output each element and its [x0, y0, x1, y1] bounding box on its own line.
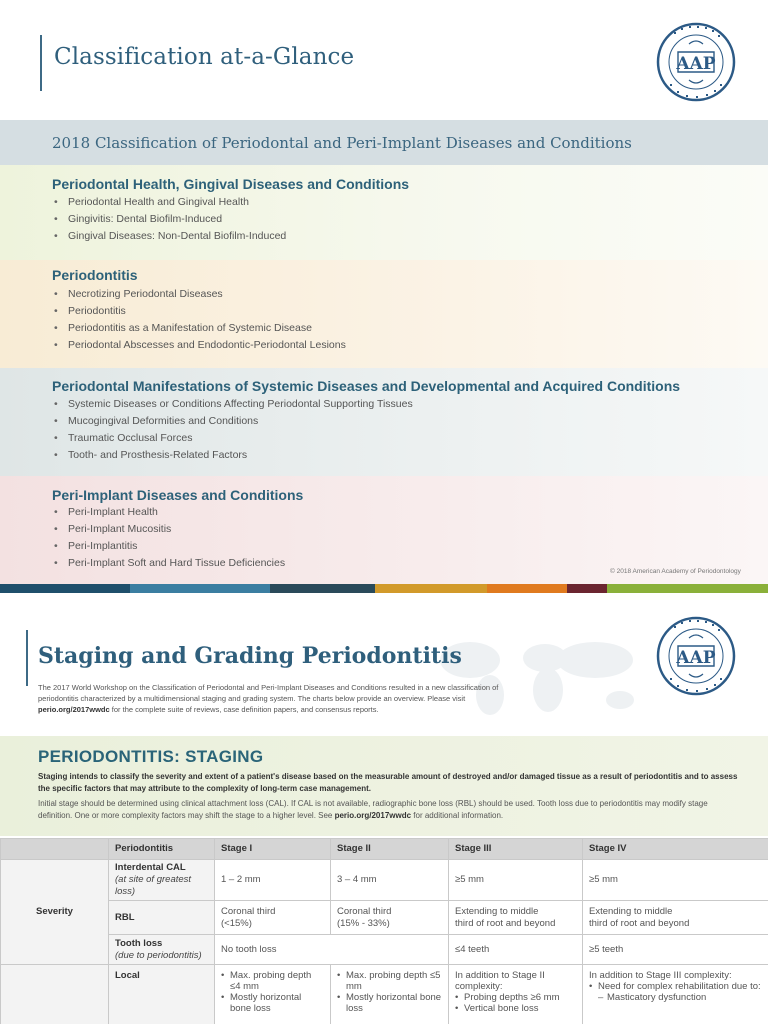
table-cell	[215, 901, 331, 935]
aap-logo	[656, 22, 736, 102]
table-cell	[449, 965, 583, 1024]
staging-summary: Staging intends to classify the severity and extent of a patient's disease based on the measurable amount of destroyed and/or damaged tissue as a result of periodontitis and to assess the specific factors that may attribute to the complexity of long-term case management.	[38, 772, 738, 793]
wwdc-link[interactable]: perio.org/2017wwdc	[334, 811, 412, 820]
list-item: • Periodontal Abscesses and Endodontic-Periodontal Lesions	[52, 337, 346, 354]
list-item: • Gingivitis: Dental Biofilm-Induced	[52, 211, 286, 228]
table-cell	[331, 901, 449, 935]
list-item: • Periodontitis	[52, 303, 346, 320]
cell-line: Extending to middle	[455, 905, 539, 917]
cell-line: third of root and beyond	[589, 917, 690, 929]
staging-text: Initial stage should be determined using clinical attachment loss (CAL). If CAL is not available, radiographic bone loss (RBL) should be used. Tooth loss due to periodontitis may modify stage definition. One or more complexity factors may shift the stage to a higher level. See	[38, 799, 708, 820]
staging-instructions	[38, 798, 738, 822]
table-header	[1, 839, 109, 860]
wwdc-link[interactable]: perio.org/2017wwdc	[38, 705, 110, 714]
aap-logo	[656, 616, 736, 696]
stripe-segment	[607, 584, 768, 593]
list-item: • Peri-Implant Soft and Hard Tissue Deficiencies	[52, 555, 285, 572]
table-cell: ≥5 teeth	[583, 935, 768, 965]
table-header: Stage II	[331, 839, 449, 860]
intro-text: The 2017 World Workshop on the Classification of Periodontal and Peri-Implant Diseases and Conditions resulted in a new classification of periodontitis characterized by a multidimensional staging and grading system. The charts below provide an overview. Please visit	[38, 683, 499, 703]
table-cell: ≥5 mm	[449, 860, 583, 901]
list-item: • Systemic Diseases or Conditions Affecting Periodontal Supporting Tissues	[52, 396, 413, 413]
section-heading: Periodontal Manifestations of Systemic Diseases and Developmental and Acquired Conditions	[52, 378, 681, 394]
staging-page-title: Staging and Grading Periodontitis	[38, 643, 462, 669]
list-item: • Mostly horizontal bone loss	[337, 992, 442, 1014]
bullet-list	[589, 981, 762, 1003]
list-item: • Periodontal Health and Gingival Health	[52, 194, 286, 211]
bullet-list	[455, 992, 576, 1014]
cal-note: (at site of greatest loss)	[115, 874, 192, 897]
intro-text-end: for the complete suite of reviews, case definition papers, and consensus reports.	[109, 705, 379, 714]
stripe-segment	[375, 584, 487, 593]
table-cell: No tooth loss	[215, 935, 449, 965]
section-list	[52, 194, 286, 245]
tooth-loss-note: (due to periodontitis)	[115, 949, 202, 961]
staging-table	[0, 838, 768, 1024]
list-item: • Mucogingival Deformities and Conditions	[52, 413, 413, 430]
table-row	[1, 901, 768, 935]
list-item: • Vertical bone loss	[455, 1003, 576, 1014]
title-rule	[40, 35, 42, 91]
section-heading: Periodontal Health, Gingival Diseases and Conditions	[52, 176, 410, 192]
staging-text-end: for additional information.	[411, 811, 504, 820]
cell-intro: In addition to Stage II complexity:	[455, 970, 545, 992]
bullet-list	[337, 970, 442, 1014]
intro-paragraph	[38, 682, 538, 715]
cell-line: third of root and beyond	[455, 917, 556, 929]
section-heading: Periodontitis	[52, 267, 138, 283]
list-item: • Mostly horizontal bone loss	[221, 992, 324, 1014]
table-row	[1, 935, 768, 965]
cell-line: Coronal third	[337, 905, 392, 917]
bullet-list	[221, 970, 324, 1014]
table-header-row	[1, 839, 768, 860]
list-item: • Periodontitis as a Manifestation of Systemic Disease	[52, 320, 346, 337]
table-cell: ≥5 mm	[583, 860, 768, 901]
cell-line: (<15%)	[221, 917, 252, 929]
list-item: • Need for complex rehabilitation due to:	[589, 981, 762, 992]
banner-title: 2018 Classification of Periodontal and Peri-Implant Diseases and Conditions	[52, 134, 632, 152]
severity-label: Severity	[1, 860, 109, 965]
title-rule	[26, 630, 28, 686]
list-item: • Tooth- and Prosthesis-Related Factors	[52, 447, 413, 464]
table-row	[1, 860, 768, 901]
table-cell: 1 – 2 mm	[215, 860, 331, 901]
tooth-loss-label-cell	[109, 935, 215, 965]
table-cell: 3 – 4 mm	[331, 860, 449, 901]
logo-letters: AAP	[676, 648, 716, 668]
table-header: Stage IV	[583, 839, 768, 860]
cell-line: Extending to middle	[589, 905, 673, 917]
cal-label: Interdental CAL	[115, 862, 186, 873]
stripe-segment	[270, 584, 375, 593]
table-header: Stage III	[449, 839, 583, 860]
table-row	[1, 965, 768, 1024]
section-list	[52, 286, 346, 354]
list-item: • Max. probing depth ≤5 mm	[337, 970, 442, 992]
list-item: • Peri-Implantitis	[52, 538, 285, 555]
staging-heading: PERIODONTITIS: STAGING	[38, 747, 264, 766]
copyright-text: © 2018 American Academy of Periodontology	[610, 568, 741, 575]
stripe-segment	[567, 584, 607, 593]
complexity-label	[1, 965, 109, 1024]
cell-line: (15% - 33%)	[337, 917, 390, 929]
list-item: • Traumatic Occlusal Forces	[52, 430, 413, 447]
cell-line: Coronal third	[221, 905, 276, 917]
section-list	[52, 504, 285, 572]
table-cell	[449, 901, 583, 935]
list-item: • Probing depths ≥6 mm	[455, 992, 576, 1003]
table-header: Periodontitis	[109, 839, 215, 860]
list-item: – Masticatory dysfunction	[589, 992, 762, 1003]
list-item: • Peri-Implant Health	[52, 504, 285, 521]
list-item: • Max. probing depth ≤4 mm	[221, 970, 324, 992]
page-title: Classification at-a-Glance	[54, 44, 355, 70]
cell-intro: In addition to Stage III complexity:	[589, 970, 732, 981]
stripe-segment	[130, 584, 270, 593]
rbl-label: RBL	[109, 901, 215, 935]
cal-label-cell	[109, 860, 215, 901]
stripe-segment	[0, 584, 130, 593]
logo-letters: AAP	[676, 54, 716, 74]
table-cell	[583, 901, 768, 935]
table-header: Stage I	[215, 839, 331, 860]
stripe-segment	[487, 584, 567, 593]
tooth-loss-label: Tooth loss	[115, 937, 163, 949]
table-cell	[331, 965, 449, 1024]
section-list	[52, 396, 413, 464]
list-item: • Peri-Implant Mucositis	[52, 521, 285, 538]
local-label: Local	[109, 965, 215, 1024]
section-heading: Peri-Implant Diseases and Conditions	[52, 487, 304, 503]
table-cell	[215, 965, 331, 1024]
table-cell	[583, 965, 768, 1024]
list-item: • Necrotizing Periodontal Diseases	[52, 286, 346, 303]
table-cell: ≤4 teeth	[449, 935, 583, 965]
list-item: • Gingival Diseases: Non-Dental Biofilm-Induced	[52, 228, 286, 245]
